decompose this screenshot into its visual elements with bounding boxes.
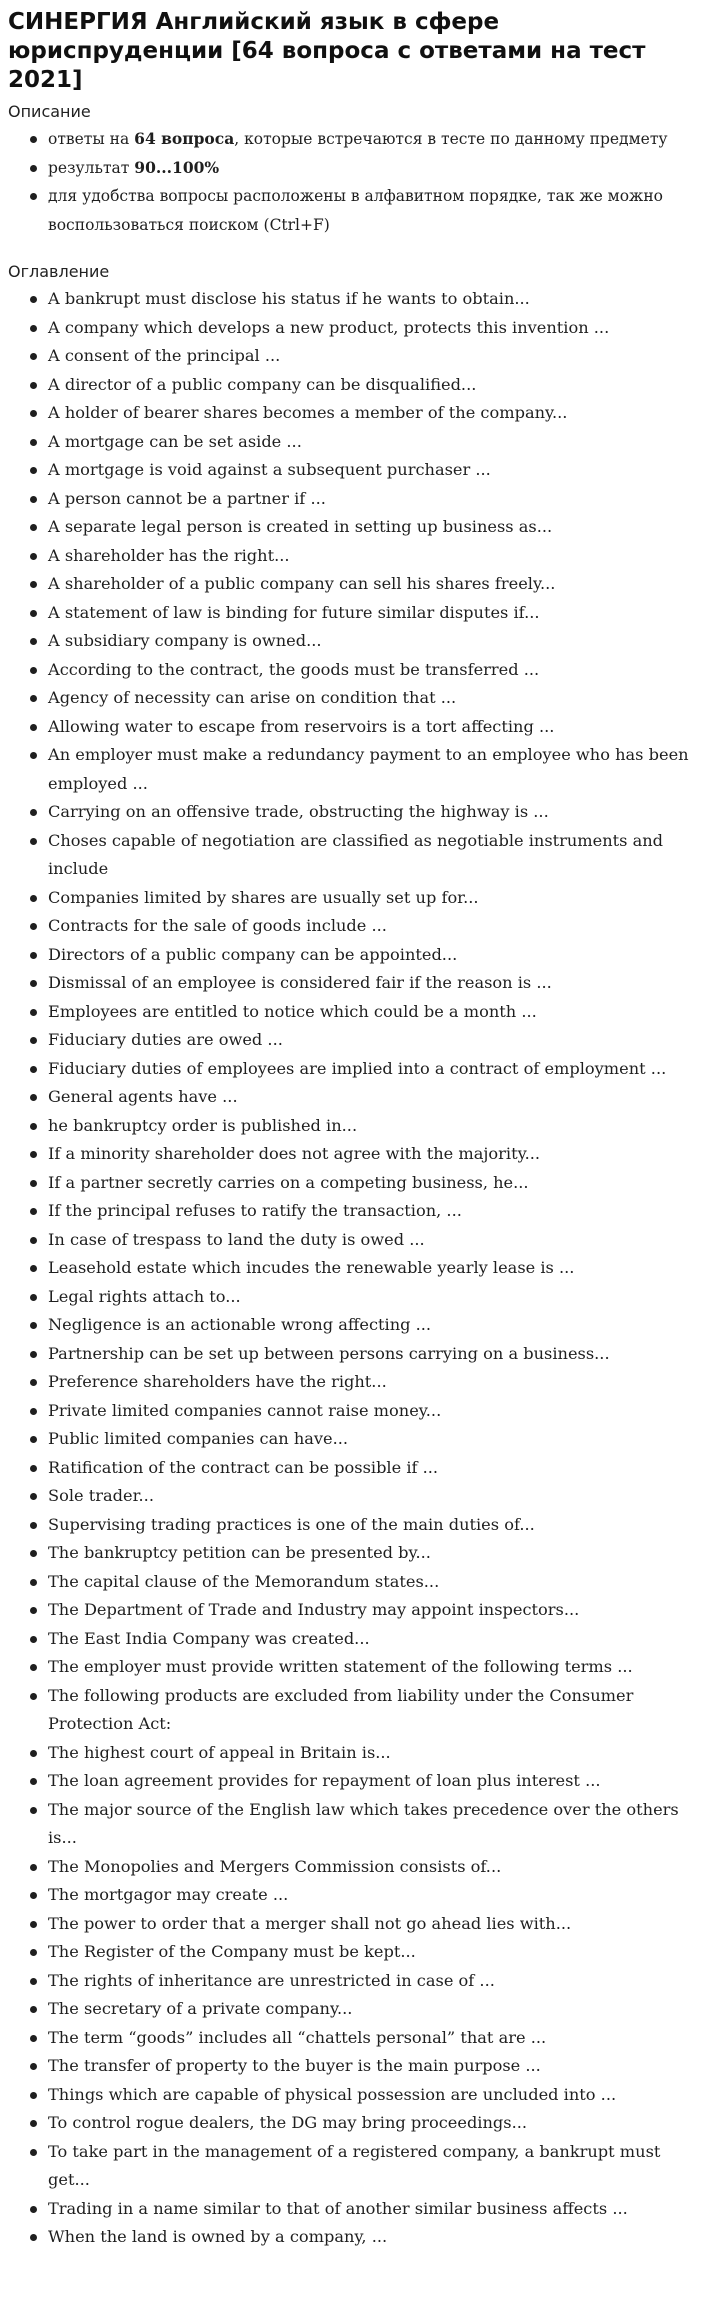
toc-item [48,912,689,941]
toc-link[interactable]: The power to order that a merger shall not go ahead lies with... [48,1913,572,1933]
toc-link[interactable]: To take part in the management of a registered company, a bankrupt must get... [48,2141,661,2189]
toc-link[interactable]: Dismissal of an employee is considered fair if the reason is ... [48,973,552,992]
toc-link[interactable]: Leasehold estate which incudes the renewable yearly lease is ... [48,1258,575,1277]
toc-link[interactable]: Preference shareholders have the right... [48,1372,387,1391]
toc-item [48,399,689,428]
toc-link[interactable]: A statement of law is binding for future similar disputes if... [48,602,540,622]
toc-link[interactable]: A separate legal person is created in setting up business as... [48,517,553,536]
toc-item [48,1625,689,1654]
toc-item [48,2024,689,2053]
toc-link[interactable]: Partnership can be set up between persons carrying on a business... [48,1343,610,1363]
toc-item [48,285,689,314]
description-list [8,125,689,239]
toc-link[interactable]: The East India Company was created... [48,1628,370,1648]
toc-link[interactable]: Things which are capable of physical possession are uncluded into ... [48,2084,617,2104]
toc-link[interactable]: Allowing water to escape from reservoirs is a tort affecting ... [48,716,555,736]
toc-item [48,2195,689,2224]
toc-item [48,969,689,998]
toc-item [48,1169,689,1198]
toc-link[interactable]: Fiduciary duties of employees are implied into a contract of employment ... [48,1058,667,1078]
toc-item [48,1682,689,1739]
toc-link[interactable]: The employer must provide written statement of the following terms ... [48,1657,633,1676]
toc-link[interactable]: The mortgagor may create ... [48,1885,289,1904]
toc-section [8,261,689,2252]
toc-link[interactable]: Private limited companies cannot raise money... [48,1400,442,1420]
toc-link[interactable]: A director of a public company can be disqualified... [48,374,477,394]
toc-item [48,684,689,713]
toc-link[interactable]: The following products are excluded from liability under the Consumer Protection Act: [48,1685,634,1733]
toc-item [48,741,689,798]
toc-link[interactable]: Companies limited by shares are usually set up for... [48,887,479,907]
toc-item [48,1026,689,1055]
toc-item [48,2223,689,2252]
toc-link[interactable]: Choses capable of negotiation are classified as negotiable instruments and include [48,830,664,878]
toc-item [48,1910,689,1939]
description-section [8,101,689,239]
toc-link[interactable]: The highest court of appeal in Britain is... [48,1742,391,1762]
toc-item [48,941,689,970]
toc-item [48,428,689,457]
toc-item [48,1454,689,1483]
toc-link[interactable]: The term “goods” includes all “chattels personal” that are ... [48,2027,547,2047]
toc-item [48,2052,689,2081]
toc-item [48,1368,689,1397]
toc-link[interactable]: Public limited companies can have... [48,1429,349,1448]
toc-link[interactable]: Legal rights attach to... [48,1286,241,1306]
toc-item [48,798,689,827]
page-title: СИНЕРГИЯ Английский язык в сфере юриспруденции [64 вопроса с ответами на тест 2021] [8,9,646,93]
toc-item [48,314,689,343]
toc-item [48,2109,689,2138]
toc-link[interactable]: If the principal refuses to ratify the transaction, ... [48,1201,462,1220]
toc-link[interactable]: An employer must make a redundancy payment to an employee who has been employed ... [48,745,689,793]
toc-item [48,1796,689,1853]
toc-item [48,1995,689,2024]
toc-link[interactable]: The major source of the English law which takes precedence over the others is... [48,1799,679,1847]
toc-item [48,1568,689,1597]
toc-item [48,570,689,599]
toc-link[interactable]: A shareholder has the right... [48,545,290,565]
description-item-text: результат [48,158,135,177]
toc-item [48,713,689,742]
toc-link[interactable]: Sole trader... [48,1486,154,1505]
toc-link[interactable]: The transfer of property to the buyer is the main purpose ... [48,2056,541,2075]
description-item-bold: 64 вопроса [134,129,235,148]
toc-item [48,371,689,400]
toc-item [48,1340,689,1369]
toc-link[interactable]: The Monopolies and Mergers Commission consists of... [48,1856,502,1876]
toc-item [48,2138,689,2195]
toc-item [48,1653,689,1682]
toc-link[interactable]: A bankrupt must disclose his status if he wants to obtain... [48,289,530,308]
toc-link[interactable]: A mortgage is void against a subsequent purchaser ... [48,460,491,479]
description-item-bold: 90...100% [134,157,220,177]
toc-link[interactable]: Fiduciary duties are owed ... [48,1030,283,1049]
toc-item [48,1055,689,1084]
toc-item [48,599,689,628]
toc-link[interactable]: General agents have ... [48,1087,238,1106]
toc-link[interactable]: A company which develops a new product, protects this invention ... [48,317,610,337]
toc-link[interactable]: When the land is owned by a company, ... [48,2227,388,2246]
toc-item [48,1226,689,1255]
description-item [48,154,689,183]
toc-item [48,1311,689,1340]
toc-link[interactable]: The bankruptcy petition can be presented by... [48,1543,431,1562]
toc-link[interactable]: The capital clause of the Memorandum states... [48,1571,440,1591]
toc-link[interactable]: The Register of the Company must be kept... [48,1942,416,1961]
description-item [48,125,689,154]
toc-link[interactable]: Contracts for the sale of goods include ... [48,916,387,935]
toc-item [48,342,689,371]
toc-list [8,285,689,2252]
toc-link[interactable]: A mortgage can be set aside ... [48,431,302,451]
toc-item [48,1938,689,1967]
toc-item [48,1539,689,1568]
toc-link[interactable]: Trading in a name similar to that of another similar business affects ... [48,2198,628,2218]
description-heading: Описание [8,102,91,121]
toc-item [48,1425,689,1454]
toc-item [48,1881,689,1910]
toc-item [48,998,689,1027]
toc-link[interactable]: According to the contract, the goods must be transferred ... [48,659,540,679]
toc-item [48,1739,689,1768]
toc-item [48,456,689,485]
toc-item [48,1283,689,1312]
toc-link[interactable]: Negligence is an actionable wrong affecting ... [48,1315,432,1334]
toc-link[interactable]: A shareholder of a public company can sell his shares freely... [48,574,556,593]
toc-link[interactable]: A subsidiary company is owned... [48,631,322,650]
toc-link[interactable]: Supervising trading practices is one of the main duties of... [48,1514,535,1534]
toc-item [48,1967,689,1996]
toc-item [48,1511,689,1540]
description-item-text: ответы на [48,130,135,148]
toc-item [48,2081,689,2110]
toc-link[interactable]: A holder of bearer shares becomes a member of the company... [48,403,568,422]
description-item-text: , которые встречаются в тесте по данному предмету [234,130,668,148]
toc-item [48,1596,689,1625]
toc-item [48,1482,689,1511]
toc-item [48,1197,689,1226]
toc-item [48,1254,689,1283]
toc-link[interactable]: The loan agreement provides for repayment of loan plus interest ... [48,1771,601,1790]
toc-item [48,1083,689,1112]
toc-link[interactable]: The secretary of a private company... [48,1999,353,2018]
toc-item [48,1140,689,1169]
toc-item [48,1767,689,1796]
toc-link[interactable]: If a minority shareholder does not agree with the majority... [48,1144,541,1163]
toc-item [48,1112,689,1141]
toc-link[interactable]: If a partner secretly carries on a competing business, he... [48,1172,529,1192]
toc-link[interactable]: A person cannot be a partner if ... [48,488,326,508]
toc-link[interactable]: A consent of the principal ... [48,346,281,365]
toc-item [48,513,689,542]
toc-link[interactable]: he bankruptcy order is published in... [48,1115,358,1135]
toc-link[interactable]: The rights of inheritance are unrestricted in case of ... [48,1970,495,1990]
toc-link[interactable]: To control rogue dealers, the DG may bring proceedings... [48,2113,528,2132]
toc-link[interactable]: Agency of necessity can arise on condition that ... [48,688,457,707]
description-item [48,182,689,239]
toc-link[interactable]: Directors of a public company can be appointed... [48,944,458,964]
description-item-text: для удобства вопросы расположены в алфавитном порядке, так же можно воспользоваться поиском (Ctrl+F) [48,187,663,234]
toc-link[interactable]: In case of trespass to land the duty is owed ... [48,1229,425,1249]
toc-heading: Оглавление [8,262,110,281]
toc-link[interactable]: Carrying on an offensive trade, obstructing the highway is ... [48,802,549,821]
toc-item [48,656,689,685]
toc-item [48,1397,689,1426]
toc-link[interactable]: Employees are entitled to notice which could be a month ... [48,1001,537,1021]
toc-item [48,485,689,514]
toc-item [48,627,689,656]
toc-item [48,1853,689,1882]
toc-item [48,884,689,913]
toc-link[interactable]: Ratification of the contract can be possible if ... [48,1457,439,1477]
toc-item [48,827,689,884]
toc-link[interactable]: The Department of Trade and Industry may appoint inspectors... [48,1600,580,1619]
toc-item [48,542,689,571]
